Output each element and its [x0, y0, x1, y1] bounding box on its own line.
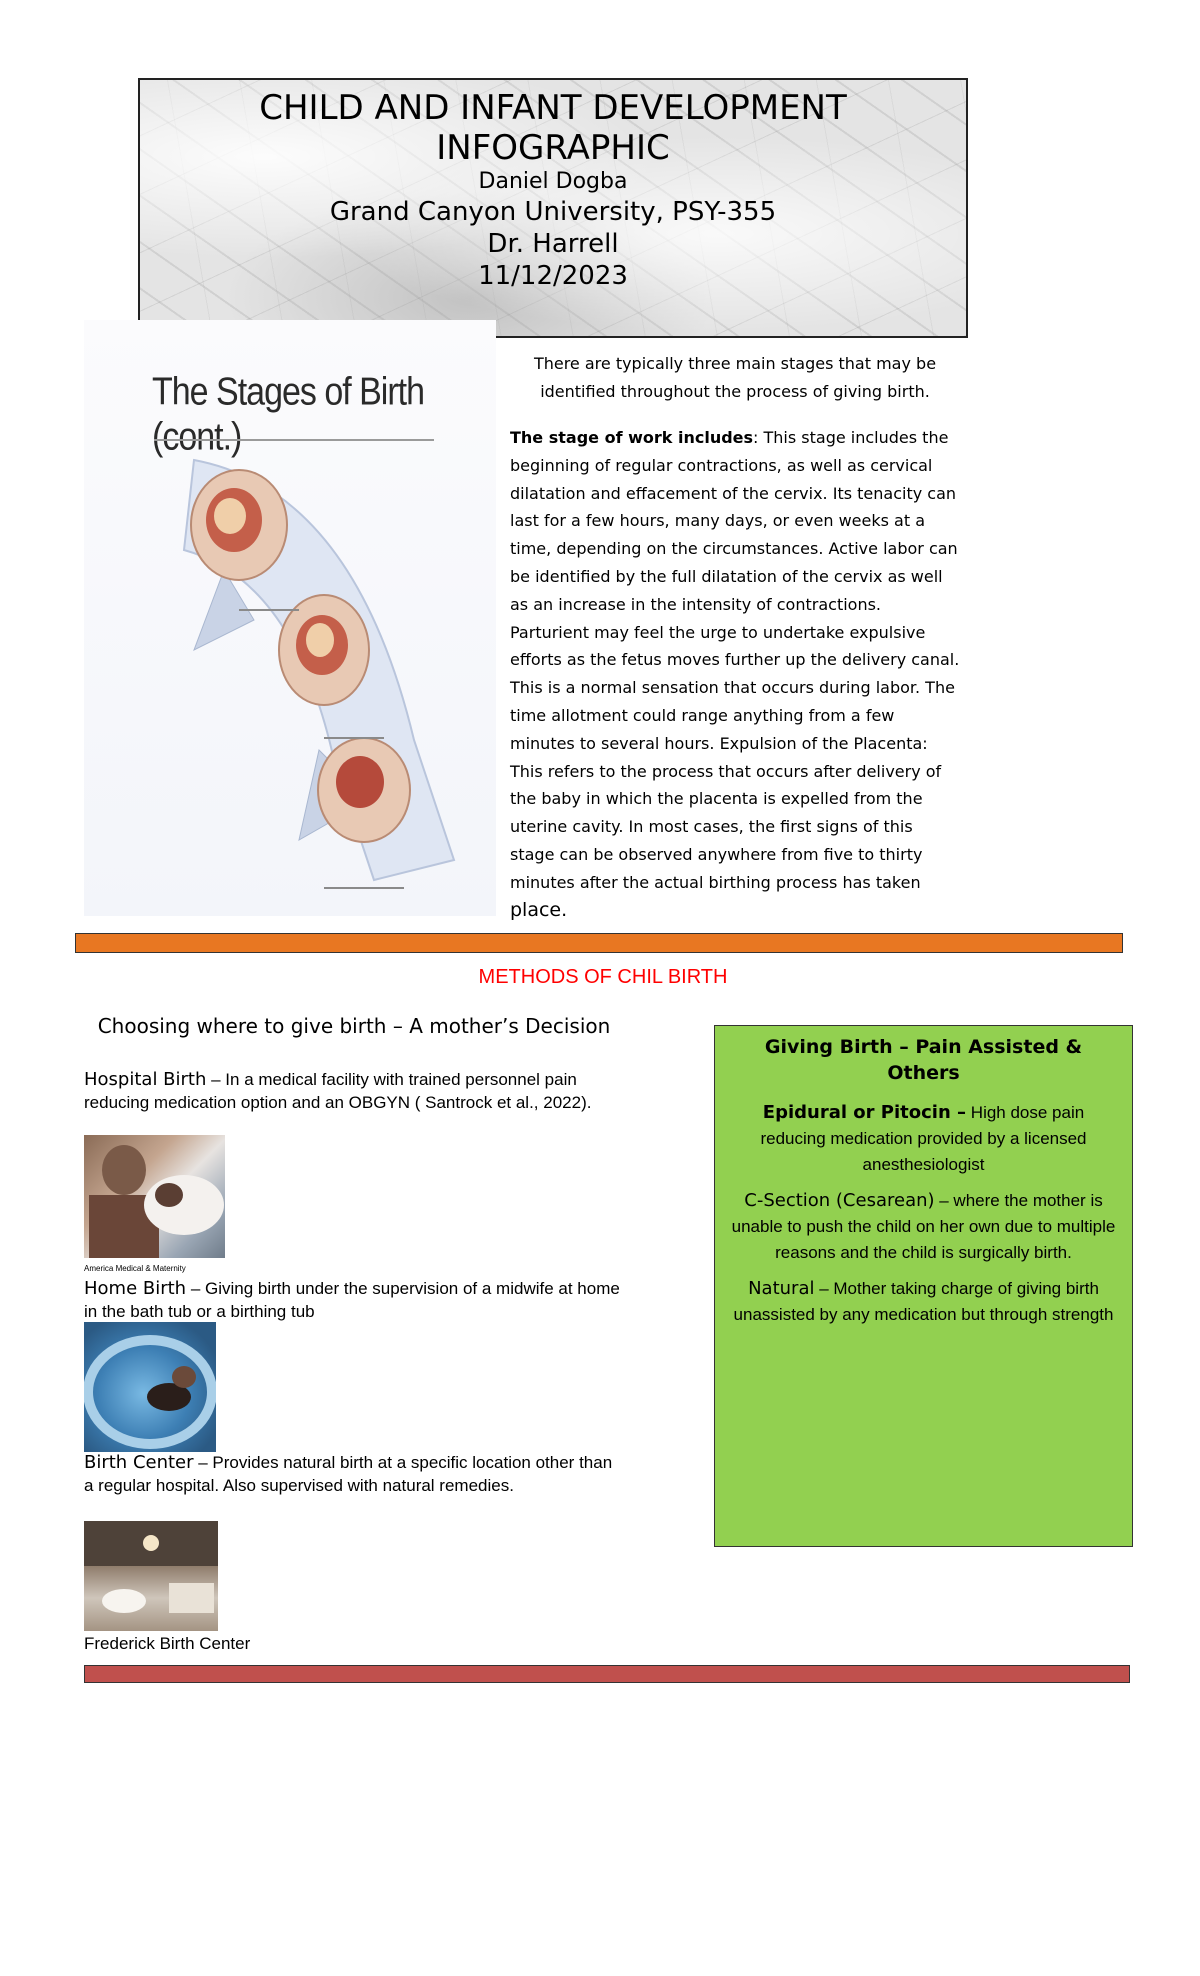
csection-item: [729, 1188, 1118, 1266]
hospital-birth-paragraph: [84, 1068, 624, 1114]
stage-of-work-text: : This stage includes the beginning of regular contractions, as well as cervical dilatation and effacement of the cervix. Its tenacity can last for a few hours, many days, or even weeks at a time, depending on the circumstances. Active labor can be identified by the full dilatation of the cervix as well as an increase in the intensity of contractions. Parturient may feel the urge to undertake expulsive efforts as the fetus moves further up the delivery canal. This is a normal sensation that occurs during labor. The time allotment could range anything from a few minutes to several hours. Expulsion of the Placenta: This refers to the process that occurs after delivery of the baby in which the placenta is expelled from the uterine cavity. In most cases, the first signs of this stage can be observed anywhere from five to thirty minutes after the actual birthing process has taken: [510, 428, 960, 892]
home-photo-art: [84, 1322, 216, 1452]
red-divider-bar: [84, 1665, 1130, 1683]
birth-center-photo: [84, 1521, 218, 1631]
stage-of-work-lead: The stage of work includes: [510, 428, 754, 447]
birth-center-paragraph: [84, 1451, 624, 1497]
orange-divider-bar: [75, 933, 1123, 953]
birth-center-text: – Provides natural birth at a specific location other than a regular hospital. Also supervised with natural remedies.: [84, 1453, 613, 1495]
hospital-photo-art: [84, 1135, 225, 1258]
natural-item: [729, 1276, 1118, 1328]
epidural-item: [729, 1100, 1118, 1178]
birth-center-photo-art: [84, 1521, 218, 1631]
pain-assisted-box: [714, 1025, 1133, 1547]
stages-intro-text: There are typically three main stages that may be identified throughout the process of giving birth.: [533, 354, 937, 401]
stages-body-text: [510, 424, 960, 924]
epidural-text: High dose pain reducing medication provided by a licensed anesthesiologist: [760, 1103, 1087, 1174]
methods-heading: METHODS OF CHIL BIRTH: [478, 966, 728, 988]
stages-of-birth-image: [84, 320, 496, 916]
hospital-birth-photo: [84, 1135, 225, 1258]
stages-image-title: The Stages of Birth (cont.): [152, 370, 425, 459]
instructor-name: Dr. Harrell: [487, 229, 619, 259]
title-box: [138, 78, 968, 338]
author-name: Daniel Dogba: [478, 169, 628, 194]
birth-center-label: Birth Center: [84, 1452, 194, 1473]
hospital-photo-caption: America Medical & Maternity: [84, 1264, 186, 1273]
home-birth-photo: [84, 1322, 216, 1452]
birth-center-caption: Frederick Birth Center: [84, 1634, 251, 1653]
hospital-birth-text: – In a medical facility with trained personnel pain reducing medication option and an OBGYN ( Santrock et al., 2022).: [84, 1070, 592, 1112]
home-birth-paragraph: [84, 1277, 624, 1323]
title-line2: INFOGRAPHIC: [436, 128, 670, 168]
course-name: Grand Canyon University, PSY-355: [329, 197, 777, 227]
natural-text: – Mother taking charge of giving birth unassisted by any medication but through strength: [733, 1279, 1114, 1324]
pain-box-title: Giving Birth – Pain Assisted & Others: [764, 1036, 1083, 1084]
csection-text: – where the mother is unable to push the child on her own due to multiple reasons and the child is surgically birth.: [731, 1191, 1116, 1262]
stage-of-work-end: place.: [510, 898, 568, 921]
natural-label: Natural: [748, 1278, 815, 1299]
choose-birth-heading: Choosing where to give birth – A mother’s Decision: [97, 1014, 611, 1038]
csection-label: C-Section (Cesarean): [744, 1190, 935, 1211]
title-line1: CHILD AND INFANT DEVELOPMENT: [259, 88, 847, 128]
epidural-label: Epidural or Pitocin –: [762, 1102, 967, 1123]
date-text: 11/12/2023: [478, 261, 628, 291]
home-birth-label: Home Birth: [84, 1278, 187, 1299]
stages-illustration: [84, 320, 496, 916]
hospital-birth-label: Hospital Birth: [84, 1069, 207, 1090]
home-birth-text: – Giving birth under the supervision of a midwife at home in the bath tub or a birthing tub: [84, 1279, 620, 1321]
